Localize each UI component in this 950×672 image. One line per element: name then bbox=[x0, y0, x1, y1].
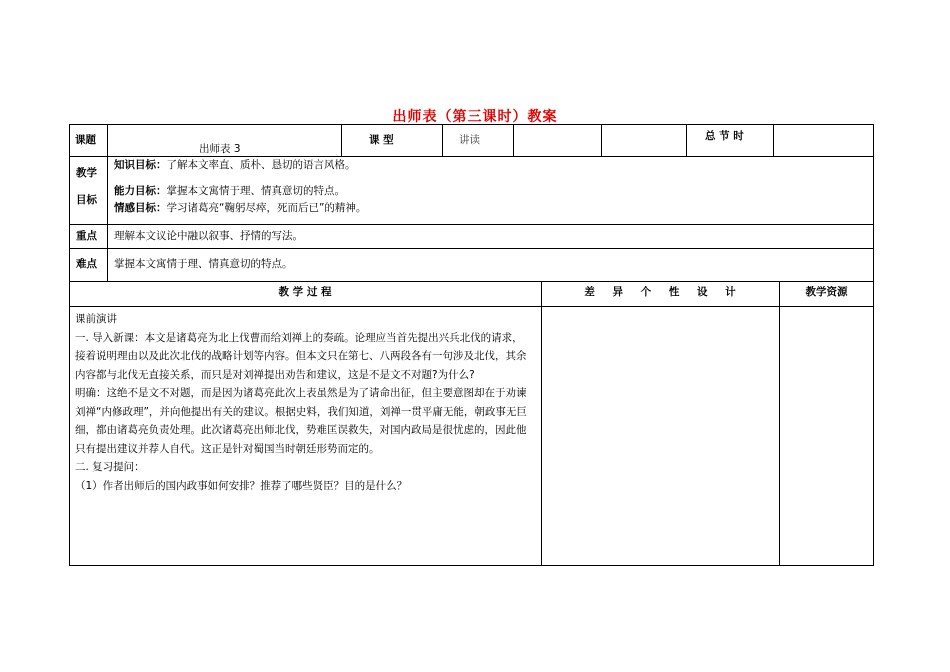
difficult-point-text: 掌握本文寓情于理、情真意切的特点。 bbox=[114, 258, 293, 270]
resources-column-header: 教学资源 bbox=[805, 286, 848, 298]
table-rule bbox=[513, 124, 514, 156]
lesson-type-label: 课 型 bbox=[369, 134, 394, 146]
lesson-plan-table bbox=[69, 124, 874, 566]
lesson-type-value: 讲读 bbox=[459, 134, 480, 146]
table-rule bbox=[541, 281, 542, 566]
key-point-text: 理解本文议论中融以叙事、抒情的写法。 bbox=[114, 230, 303, 242]
key-point-label: 重点 bbox=[76, 230, 97, 242]
table-rule bbox=[69, 281, 874, 282]
table-rule bbox=[773, 124, 774, 156]
total-hours-label: 总 节 时 bbox=[705, 130, 744, 142]
ability-objective-label: 能力目标： bbox=[114, 185, 167, 197]
knowledge-objective bbox=[114, 157, 356, 173]
table-rule bbox=[686, 124, 687, 156]
table-rule bbox=[69, 306, 874, 307]
table-border-top bbox=[69, 124, 874, 125]
topic-value: 出师表 3 bbox=[199, 143, 241, 155]
process-column-header: 教 学 过 程 bbox=[278, 286, 332, 298]
document-title: 出师表（第三课时）教案 bbox=[392, 109, 558, 125]
table-rule bbox=[69, 224, 874, 225]
design-column-header: 差 异 个 性 设 计 bbox=[584, 286, 736, 298]
table-rule bbox=[107, 124, 108, 281]
table-rule bbox=[779, 281, 780, 566]
table-rule bbox=[601, 124, 602, 156]
process-paragraph: （1）作者出师后的国内政事如何安排？推荐了哪些贤臣？目的是什么？ bbox=[75, 479, 408, 492]
process-paragraph: 二. 复习提问： bbox=[75, 461, 145, 473]
process-paragraph: 课前演讲 bbox=[75, 313, 117, 325]
knowledge-objective-text: 了解本文率直、质朴、恳切的语言风格。 bbox=[166, 159, 356, 171]
emotion-objective-label: 情感目标： bbox=[114, 202, 167, 214]
process-paragraph: 明确：这绝不是文不对题，而是因为诸葛亮此次上表虽然是为了请命出征，但主要意图却在于劝谏刘禅“内修政理”，并向他提出有关的建议。根据史料，我们知道，刘禅一贯平庸无能，朝政事无巨细，都由诸葛亮负责处理。此次诸葛亮出师北伐，势难匡误救失，对国内政局是很忧虑的，因此他只有提出建议并荐人自代。这正是针对蜀国当时朝廷形势而定的。 bbox=[75, 387, 527, 455]
ability-objective bbox=[114, 183, 345, 199]
ability-objective-text: 掌握本文寓情于理、情真意切的特点。 bbox=[166, 185, 345, 197]
objectives-label-line2: 目标 bbox=[76, 194, 97, 206]
objectives-label-line1: 教学 bbox=[76, 167, 97, 179]
table-border-right bbox=[873, 124, 874, 566]
teaching-process-content bbox=[75, 310, 533, 495]
emotion-objective bbox=[114, 200, 366, 216]
topic-label: 课题 bbox=[75, 134, 96, 146]
table-border-bottom bbox=[69, 565, 874, 566]
process-paragraph: 一. 导入新课：本文是诸葛亮为北上伐曹而给刘禅上的奏疏。论理应当首先提出兴兵北伐的请求，接着说明理由以及此次北伐的战略计划等内容。但本文只在第七、八两段各有一句涉及北伐，其余内容都与北伐无直接关系，而只是对刘禅提出劝告和建议，这是不是文不对题?为什么? bbox=[75, 331, 527, 381]
table-border-left bbox=[69, 124, 70, 566]
table-rule bbox=[442, 124, 443, 156]
table-rule bbox=[69, 248, 874, 249]
emotion-objective-text: 学习诸葛亮“鞠躬尽瘁，死而后已”的精神。 bbox=[166, 202, 367, 214]
table-rule bbox=[341, 124, 342, 156]
difficult-point-label: 难点 bbox=[76, 258, 97, 270]
knowledge-objective-label: 知识目标： bbox=[114, 159, 167, 171]
